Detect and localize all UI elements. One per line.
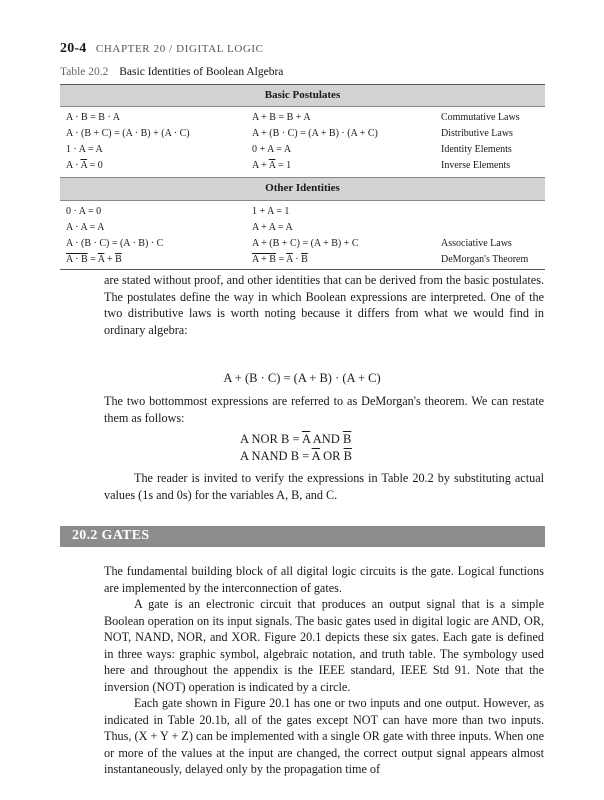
table-row	[60, 127, 545, 141]
identity-and: A · (B · C) = (A · B) · C	[66, 238, 164, 249]
table-row	[60, 253, 545, 267]
law-name: DeMorgan's Theorem	[441, 254, 529, 265]
body-paragraph: The reader is invited to verify the expressions in Table 20.2 by substituting actual values (1s and 0s) for the variables A, B, and C.	[104, 471, 544, 502]
distributive-formula: A + (B · C) = (A + B) · (A + C)	[223, 371, 381, 385]
table-row	[60, 111, 545, 125]
table-row	[60, 221, 545, 235]
body-paragraph: The fundamental building block of all digital logic circuits is the gate. Logical functions are implemented by the interconnection of gates.	[104, 564, 544, 595]
body-paragraph: The two bottommost expressions are referred to as DeMorgan's theorem. We can restate them as follows:	[104, 394, 544, 425]
table-row	[60, 237, 545, 251]
identity-and: $A \cdot \overline{A} = 0$	[66, 160, 103, 171]
table-row	[60, 159, 545, 173]
identity-or: A + B = B + A	[252, 112, 311, 123]
identity-or: 0 + A = A	[252, 144, 292, 155]
section-title: 20.2 GATES	[72, 528, 150, 543]
identity-and: A · B = B · A	[66, 112, 120, 123]
chapter-title: CHAPTER 20 / DIGITAL LOGIC	[95, 43, 264, 55]
boolean-identities-table	[60, 84, 545, 270]
demorgan-nand-formula: A NAND $B = \overline{A}$ OR $\overline{B}$	[240, 449, 352, 463]
other-identities-heading: Other Identities	[265, 182, 340, 194]
law-name: Commutative Laws	[441, 112, 520, 123]
identity-and: $A \cdot B = \overline{A} + \overline{B}$	[66, 254, 122, 265]
table-title: Basic Identities of Boolean Algebra	[119, 66, 284, 78]
section-heading-bar	[60, 526, 545, 547]
body-paragraph: Each gate shown in Figure 20.1 has one or two inputs and one output. However, as indicated in Table 20.1b, all of the gates except NOT can have more than two inputs. Thus, (X + Y + Z) can be implemented with a single OR gate with three inputs. When one or more of the values at the input are changed, the correct output signal appears almost instantaneously, delayed only by the propagation time of	[104, 696, 544, 776]
page-number: 20-4	[60, 41, 87, 56]
body-paragraph: A gate is an electronic circuit that produces an output signal that is a simple Boolean operation on its input signals. The basic gates used in digital logic are AND, OR, NOT, NAND, NOR, and XOR. Figure 20.1 depicts these six gates. Each gate is defined in three ways: graphic symbol, algebraic notation, and truth table. The symbology used here and throughout the appendix is the IEEE standard, IEEE Std 91. Note that the inversion (NOT) operation is indicated by a circle.	[104, 597, 544, 694]
identity-or: A + A = A	[252, 222, 293, 233]
table-row	[60, 205, 545, 219]
table-row	[60, 143, 545, 157]
law-name: Distributive Laws	[441, 128, 513, 139]
table-caption	[60, 66, 283, 78]
table-number: Table 20.2	[60, 66, 109, 78]
table-bottom-rule	[60, 269, 545, 270]
basic-postulates-heading: Basic Postulates	[264, 89, 341, 101]
running-header	[60, 40, 264, 57]
identity-or: $A + B = \overline{A} \cdot \overline{B}$	[252, 254, 308, 265]
identity-or: 1 + A = 1	[252, 206, 290, 217]
body-paragraph: are stated without proof, and other identities that can be derived from the basic postulates. The postulates define the way in which Boolean expressions are interpreted. One of the two distributive laws is worth noting because it differs from what we would find in ordinary algebra:	[104, 273, 544, 337]
law-name: Identity Elements	[441, 144, 512, 155]
identity-and: 1 · A = A	[66, 144, 103, 155]
identity-and: A · (B + C) = (A · B) + (A · C)	[66, 128, 190, 139]
table-rule	[60, 106, 545, 107]
law-name: Associative Laws	[441, 238, 512, 249]
table-rule	[60, 200, 545, 201]
identity-or: $A + \overline{A} = 1$	[252, 160, 292, 171]
identity-or: A + (B · C) = (A + B) · (A + C)	[252, 128, 378, 139]
identity-and: A · A = A	[66, 222, 105, 233]
identity-and: 0 · A = 0	[66, 206, 102, 217]
demorgan-nor-formula: A NOR $B = \overline{A}$ AND $\overline{B}$	[240, 432, 352, 446]
law-name: Inverse Elements	[441, 160, 511, 171]
identity-or: A + (B + C) = (A + B) + C	[252, 238, 359, 249]
